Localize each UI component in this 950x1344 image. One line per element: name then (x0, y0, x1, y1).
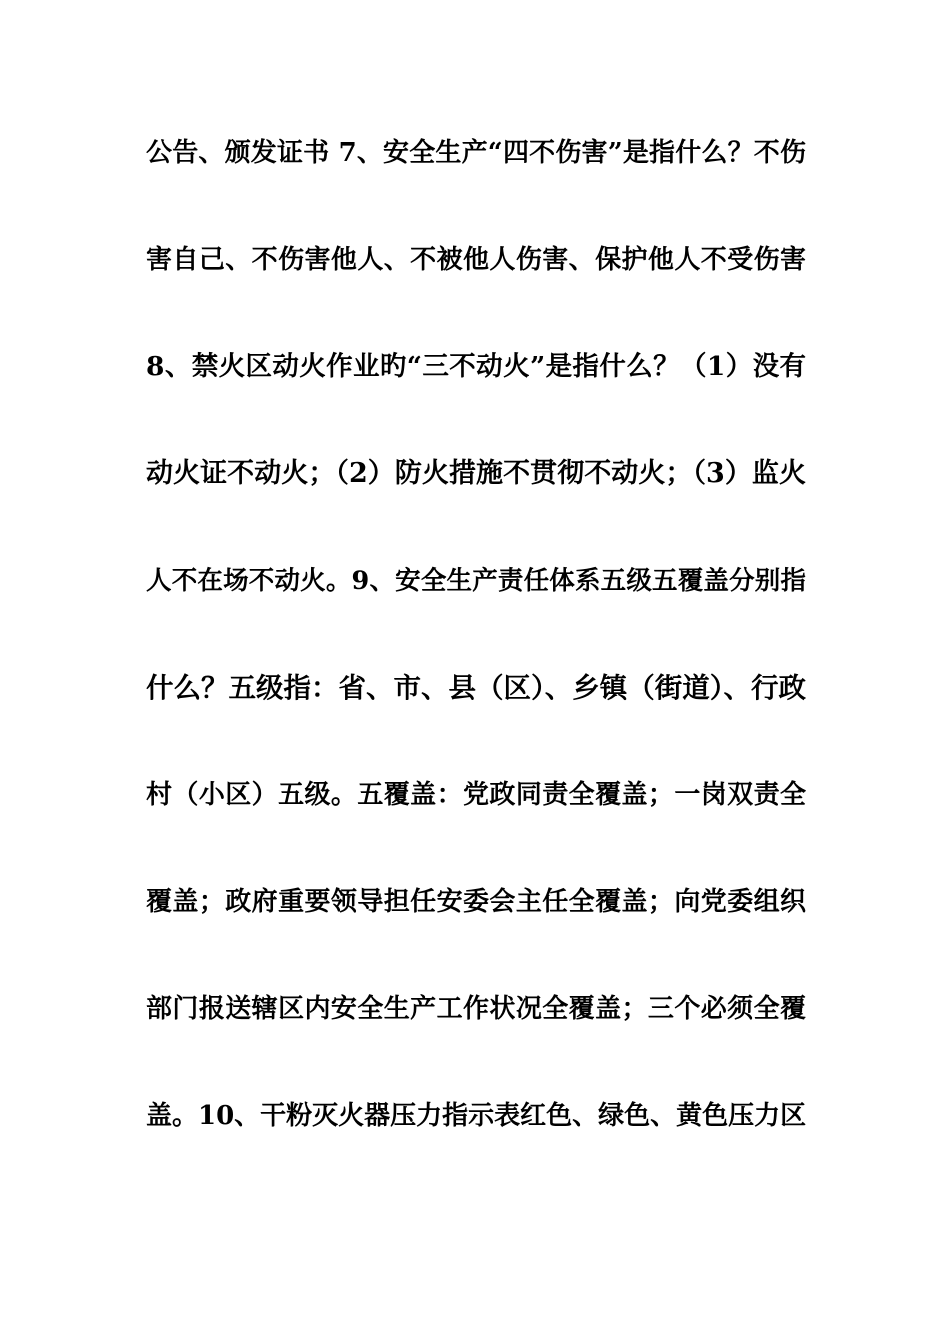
text-line-4: 动火证不动火；（2）防火措施不贯彻不动火；（3）监火 (146, 458, 806, 489)
text-line-10: 盖。10、干粉灭火器压力指示表红色、绿色、黄色压力区 (146, 1101, 807, 1131)
text-line-9: 部门报送辖区内安全生产工作状况全覆盖；三个必须全覆 (146, 994, 806, 1024)
text-line-5: 人不在场不动火。9、安全生产责任体系五级五覆盖分别指 (146, 566, 806, 596)
text-line-6: 什么？五级指：省、市、县（区）、乡镇（街道）、行政 (146, 672, 806, 704)
text-line-3: 8、禁火区动火作业旳“三不动火”是指什么？（1）没有 (146, 351, 806, 382)
text-line-2: 害自己、不伤害他人、不被他人伤害、保护他人不受伤害 (146, 245, 806, 275)
text-line-7: 村（小区）五级。五覆盖：党政同责全覆盖；一岗双责全 (146, 780, 806, 810)
text-line-1: 公告、颁发证书 7、安全生产“四不伤害”是指什么？不伤 (146, 138, 806, 168)
text-line-8: 覆盖；政府重要领导担任安委会主任全覆盖；向党委组织 (146, 887, 806, 917)
